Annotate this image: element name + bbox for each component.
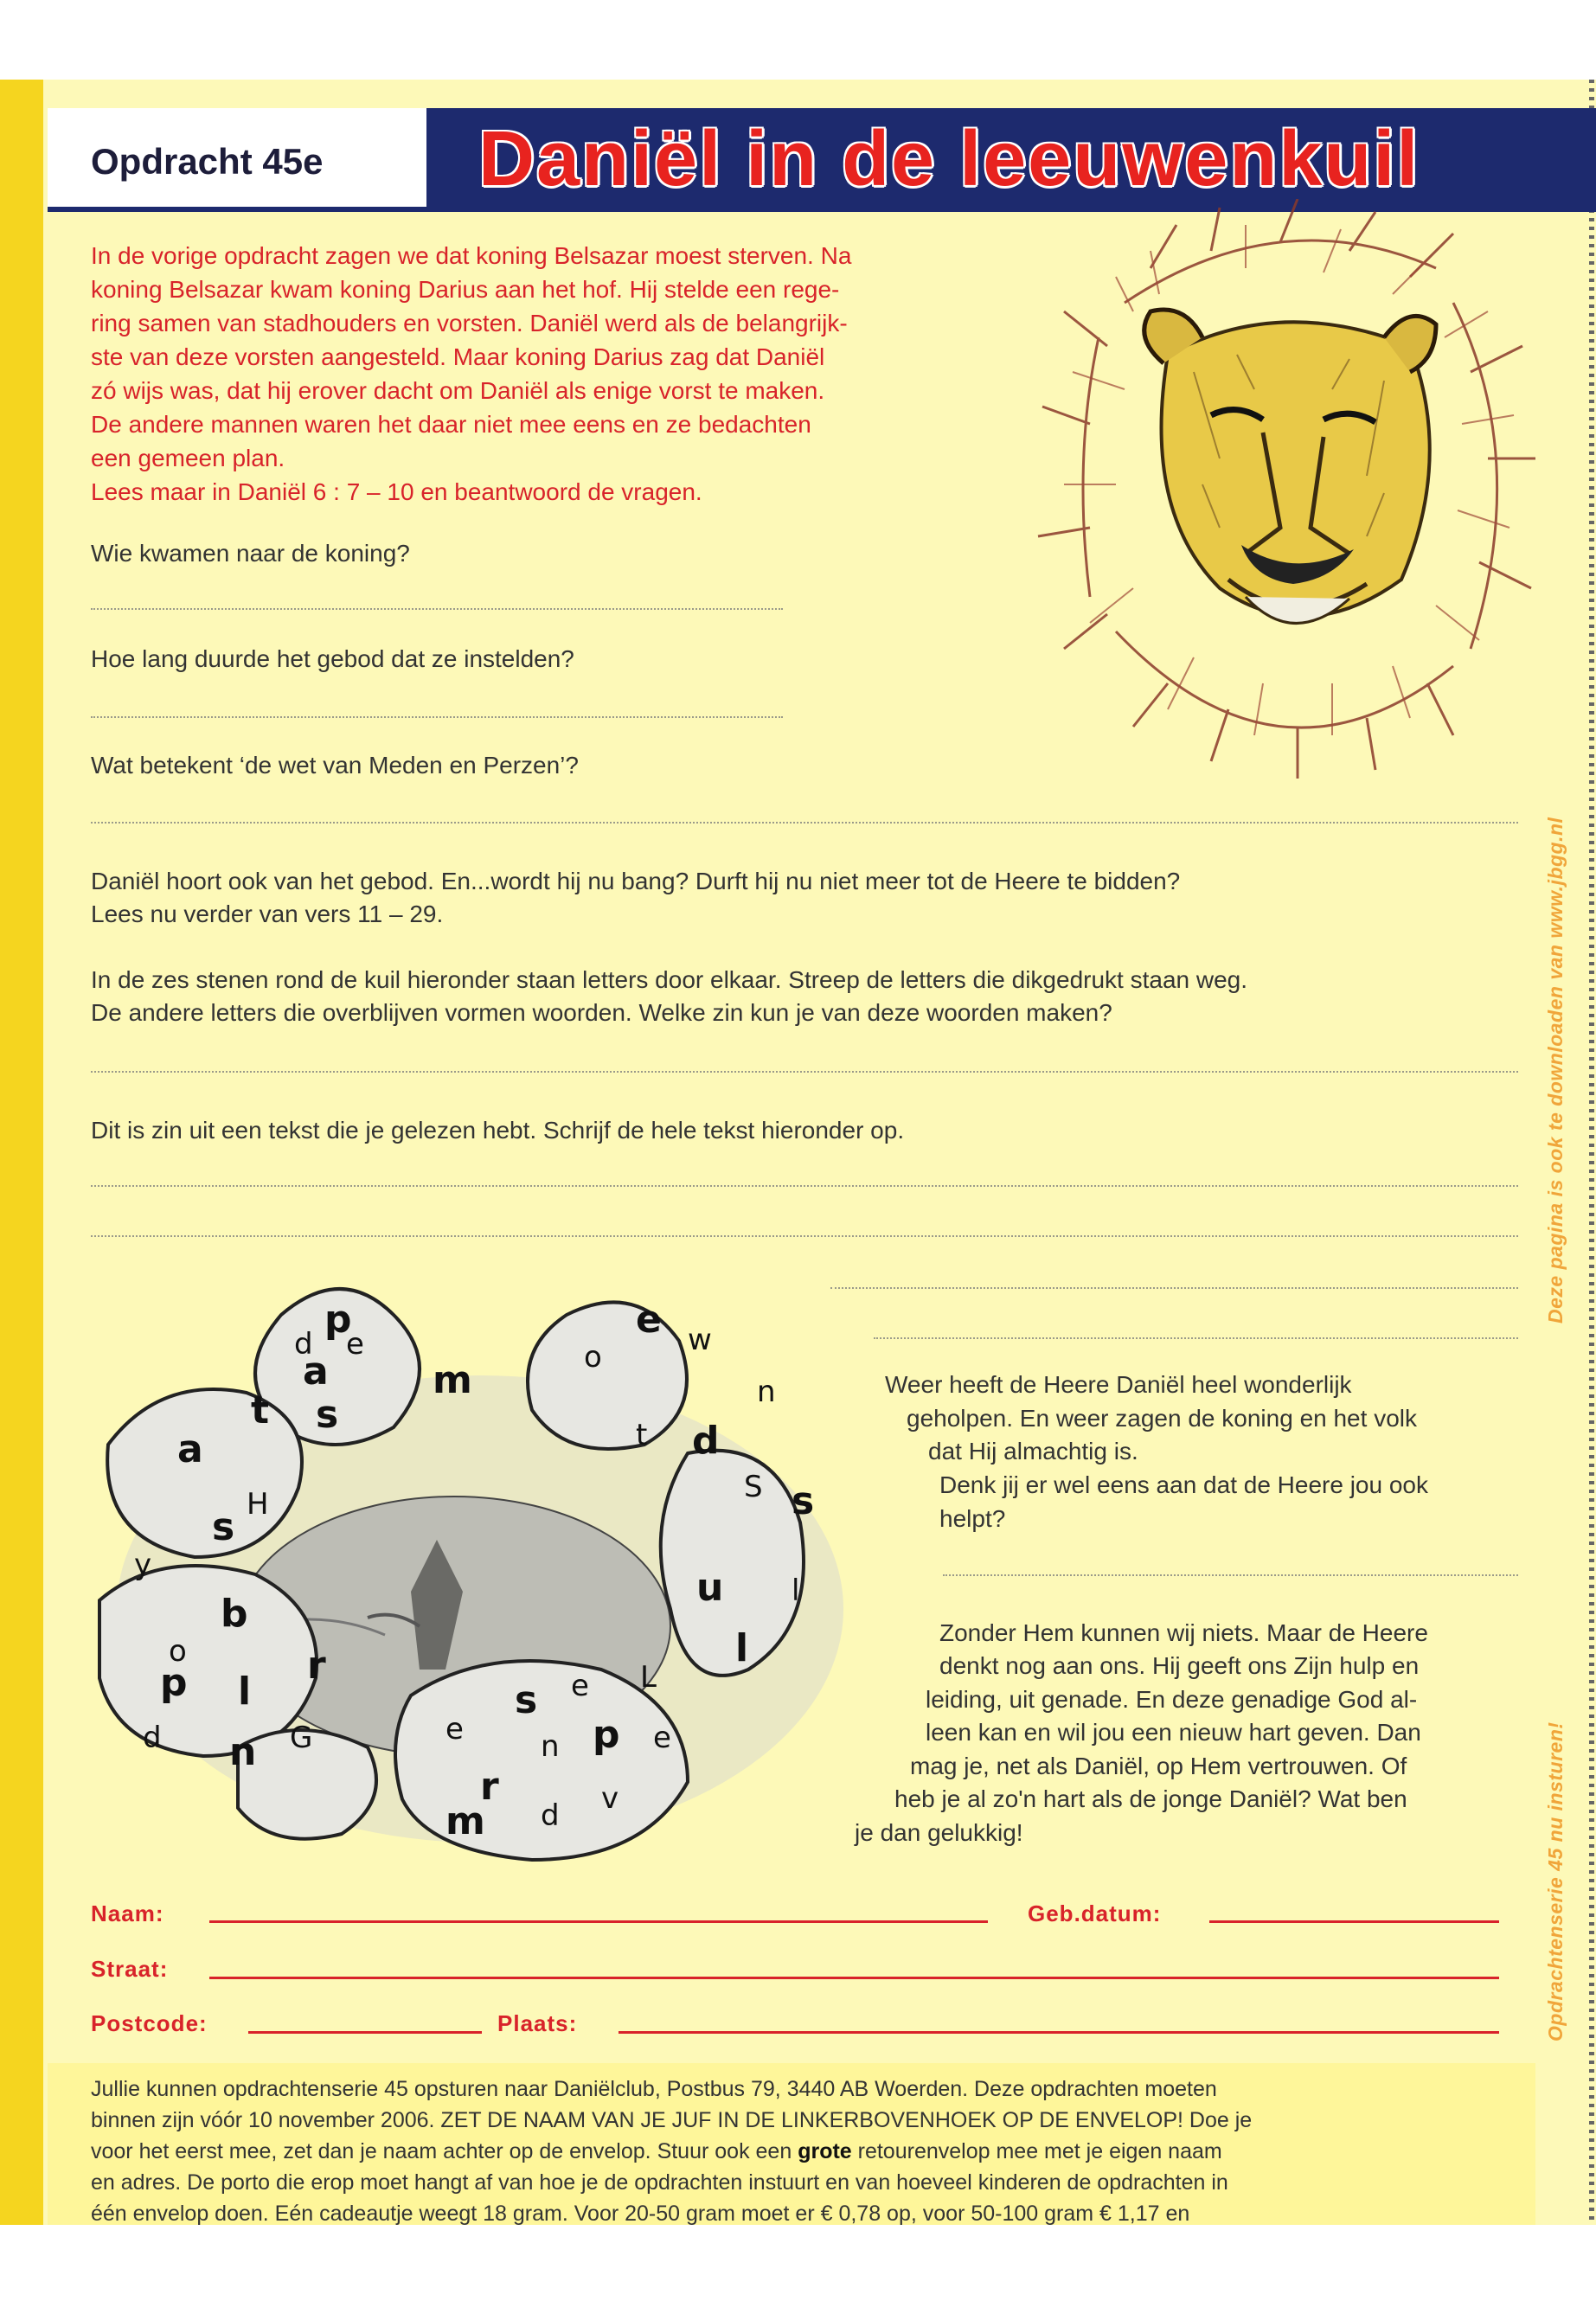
street-label: Straat: <box>91 1956 169 1982</box>
intro-line: koning Belsazar kwam koning Darius aan het hof. Hij stelde een rege- <box>91 276 840 303</box>
right-text-line: leen kan en wil jou een nieuw hart geven. Dan <box>926 1719 1421 1746</box>
footer-line: binnen zijn vóór 10 november 2006. ZET DE NAAM VAN JE JUF IN DE LINKERBOVENHOEK OP DE ENVELOP! Doe je <box>91 2108 1253 2132</box>
street-field[interactable] <box>209 1977 1499 1979</box>
stone-letter: l <box>792 1574 800 1608</box>
footer-line-part: retourenvelop mee met je eigen naam <box>851 2139 1222 2163</box>
stone-letter: e <box>445 1712 464 1747</box>
question-law: Wat betekent ‘de wet van Meden en Perzen’? <box>91 752 579 779</box>
stone-letter: n <box>229 1730 257 1774</box>
submit-note: Opdrachtenserie 45 nu insturen! <box>1544 1721 1567 2041</box>
stone-letter: u <box>696 1566 724 1610</box>
stone-letter: r <box>480 1765 499 1809</box>
name-field[interactable] <box>209 1920 988 1923</box>
footer-line: één envelop doen. Eén cadeautje weegt 18 gram. Voor 20-50 gram moet er € 0,78 op, voor 50-100 gram € 1,17 en <box>91 2202 1190 2226</box>
intro-line: In de vorige opdracht zagen we dat koning Belsazar moest sterven. Na <box>91 242 852 269</box>
stone-letter: p <box>593 1713 620 1757</box>
footer-bold-word: grote <box>798 2139 852 2163</box>
stone-letter: l <box>238 1670 252 1714</box>
question-who-came: Wie kwamen naar de koning? <box>91 540 410 567</box>
stone-letter: v <box>601 1781 619 1816</box>
download-note: Deze pagina is ook te downloaden van www.jbgg.nl <box>1544 817 1567 1324</box>
stone-letter: n <box>757 1375 776 1409</box>
answer-line-text[interactable] <box>874 1337 1518 1339</box>
page-title: Daniël in de leeuwenkuil <box>478 116 1420 202</box>
stone-letter: b <box>221 1592 248 1636</box>
intro-line: ring samen van stadhouders en vorsten. Daniël werd als de belangrijk- <box>91 310 848 336</box>
assignment-label: Opdracht 45e <box>91 141 324 182</box>
body-text-line: In de zes stenen rond de kuil hieronder staan letters door elkaar. Streep de letters die dikgedrukt staan weg. <box>91 966 1248 993</box>
answer-line-text[interactable] <box>91 1185 1518 1187</box>
answer-line-text[interactable] <box>830 1287 1518 1289</box>
perforation-line <box>1589 80 1594 2225</box>
footer-line: Jullie kunnen opdrachtenserie 45 opsturen naar Daniëlclub, Postbus 79, 3440 AB Woerden. Deze opdrachten moeten <box>91 2077 1217 2101</box>
right-text-line: je dan gelukkig! <box>855 1819 1023 1846</box>
intro-line: Lees maar in Daniël 6 : 7 – 10 en beantwoord de vragen. <box>91 478 702 505</box>
answer-line-law[interactable] <box>91 822 1518 824</box>
header <box>48 108 1596 212</box>
stone-letter: e <box>346 1327 364 1362</box>
right-text-line: Denk jij er wel eens aan dat de Heere jou ook <box>939 1471 1429 1498</box>
stone-letter: o <box>169 1634 187 1669</box>
place-label: Plaats: <box>497 2010 578 2036</box>
footer-text <box>91 2073 1527 2229</box>
stone-letter: e <box>653 1721 671 1755</box>
footer-instructions <box>48 2063 1535 2225</box>
stone-letter: L <box>640 1660 657 1695</box>
left-border <box>0 80 43 2225</box>
answer-line-who-came[interactable] <box>91 608 783 610</box>
footer-line <box>91 2136 1527 2167</box>
body-text-line: Daniël hoort ook van het gebod. En...wordt hij nu bang? Durft hij nu niet meer tot de Heere te bidden? <box>91 868 1181 894</box>
body-text-line: De andere letters die overblijven vormen woorden. Welke zin kun je van deze woorden maken? <box>91 999 1112 1026</box>
stone-letter: p <box>324 1298 352 1342</box>
question-how-long: Hoe lang duurde het gebod dat ze instelden? <box>91 645 574 672</box>
title-bar <box>426 108 1596 212</box>
answer-line-how-long[interactable] <box>91 716 783 718</box>
right-text-line: geholpen. En weer zagen de koning en het volk <box>907 1405 1417 1432</box>
stone-letter: o <box>584 1340 602 1375</box>
stone-letter: t <box>251 1388 270 1433</box>
right-text-line: dat Hij almachtig is. <box>928 1438 1138 1465</box>
stone-letter: n <box>541 1729 560 1764</box>
stone-letter: d <box>541 1798 560 1833</box>
stone-letter: s <box>515 1678 538 1722</box>
stone-letter: w <box>688 1323 712 1357</box>
intro-line: De andere mannen waren het daar niet mee eens en ze bedachten <box>91 411 811 438</box>
answer-line-text[interactable] <box>91 1235 1518 1237</box>
birthdate-label: Geb.datum: <box>1028 1900 1162 1926</box>
assignment-box <box>48 108 426 212</box>
right-text-line: leiding, uit genade. En deze genadige God al- <box>926 1686 1418 1713</box>
answer-line-helps[interactable] <box>943 1574 1518 1576</box>
right-text-line: mag je, net als Daniël, op Hem vertrouwen. Of <box>910 1753 1407 1779</box>
stone-letter: d <box>294 1327 313 1362</box>
intro-line: zó wijs was, dat hij erover dacht om Daniël als enige vorst te maken. <box>91 377 825 404</box>
birthdate-field[interactable] <box>1209 1920 1499 1923</box>
stone-letter: G <box>290 1721 313 1755</box>
right-text-line: helpt? <box>939 1505 1006 1532</box>
stone-letter: a <box>303 1349 329 1394</box>
right-text-line: denkt nog aan ons. Hij geeft ons Zijn hulp en <box>939 1652 1420 1679</box>
body-text-line: Lees nu verder van vers 11 – 29. <box>91 901 444 927</box>
stone-letter: s <box>212 1505 235 1549</box>
stone-letter: m <box>433 1358 472 1402</box>
right-text-line: Weer heeft de Heere Daniël heel wonderlijk <box>885 1371 1352 1398</box>
stone-letter: e <box>636 1298 662 1342</box>
stone-letter: d <box>143 1721 162 1755</box>
stone-letter: y <box>134 1548 152 1582</box>
body-text-line: Dit is zin uit een tekst die je gelezen hebt. Schrijf de hele tekst hieronder op. <box>91 1117 905 1144</box>
stone-letter: l <box>735 1626 749 1670</box>
stone-letter: m <box>445 1799 485 1843</box>
stone-letter: r <box>307 1644 326 1688</box>
postcode-field[interactable] <box>248 2031 482 2034</box>
lion-den-stones-puzzle <box>82 1263 878 1886</box>
answer-line-sentence[interactable] <box>91 1071 1518 1073</box>
lion-illustration <box>1021 199 1540 787</box>
stone-letter: H <box>247 1487 269 1522</box>
intro-line: ste van deze vorsten aangesteld. Maar koning Darius zag dat Daniël <box>91 343 825 370</box>
stone-letter: a <box>177 1427 203 1471</box>
stone-letter: s <box>792 1479 815 1523</box>
footer-line: en adres. De porto die erop moet hangt af van hoe je de opdrachten instuurt en van hoeveel kinderen de opdrachten in <box>91 2170 1228 2195</box>
stone-letter: d <box>692 1419 720 1463</box>
postcode-label: Postcode: <box>91 2010 208 2036</box>
name-label: Naam: <box>91 1900 164 1926</box>
stone-letter: s <box>316 1393 339 1437</box>
stone-letter: t <box>636 1418 648 1452</box>
place-field[interactable] <box>619 2031 1499 2034</box>
footer-line-part: voor het eerst mee, zet dan je naam achter op de envelop. Stuur ook een <box>91 2139 798 2163</box>
intro-line: een gemeen plan. <box>91 445 285 471</box>
right-text-line: heb je al zo'n hart als de jonge Daniël? Wat ben <box>894 1785 1407 1812</box>
stone-letter: p <box>160 1661 188 1705</box>
stone-letter: S <box>744 1470 763 1504</box>
right-text-line: Zonder Hem kunnen wij niets. Maar de Heere <box>939 1619 1428 1646</box>
stone-letter: e <box>571 1669 589 1703</box>
